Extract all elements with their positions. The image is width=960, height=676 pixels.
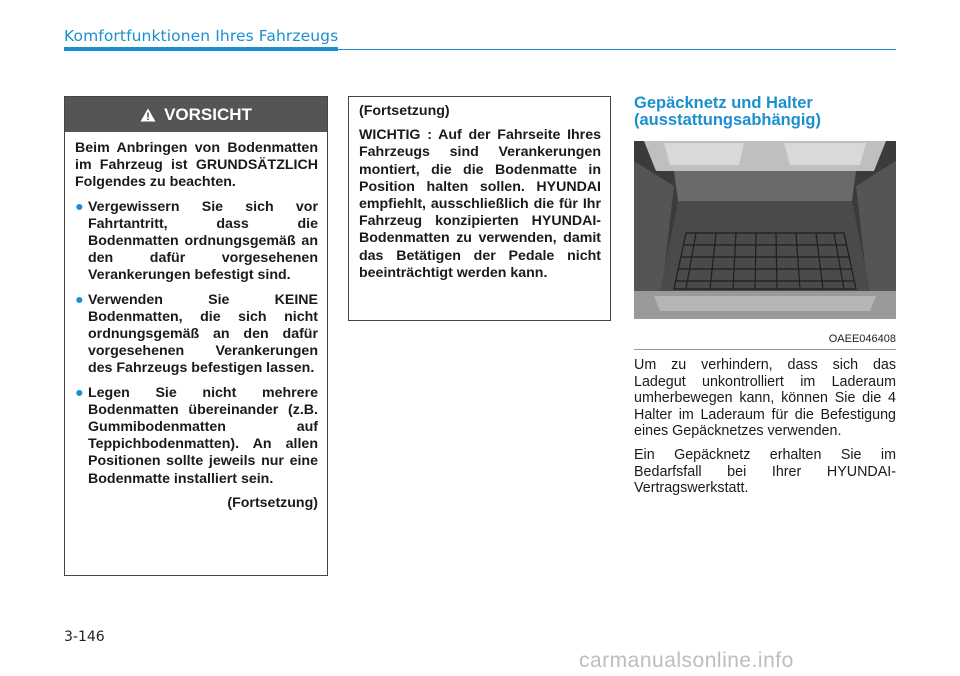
caution-bullet	[75, 385, 318, 488]
cargo-net-photo	[634, 141, 896, 319]
cargo-area-illustration	[634, 141, 896, 319]
bullet-dot-icon: ●	[75, 198, 84, 215]
watermark: carmanualsonline.info	[579, 649, 794, 672]
chapter-title-bar	[64, 47, 338, 51]
chapter-rule	[338, 49, 896, 50]
caution-header	[65, 97, 327, 132]
section-body	[634, 357, 896, 504]
caution-bullet	[75, 199, 318, 285]
warning-triangle-icon	[140, 108, 156, 122]
section-title: Gepäcknetz und Halter (ausstattungsabhängig)	[634, 94, 822, 129]
bullet-dot-icon: ●	[75, 291, 84, 308]
section-paragraph: Um zu verhindern, dass sich das Ladegut unkontrolliert im Laderaum umherbewegen kann, können Sie die 4 Halter im Laderaum für die Befestigung eines Gepäcknetzes verwenden.	[634, 357, 896, 440]
page-number: 3-146	[64, 629, 105, 645]
caution-bullet-text: Verwenden Sie KEINE Bodenmatten, die sich nicht ordnungsgemäß an den dafür vorgesehenen Verankerungen des Fahrzeugs befestigen lassen.	[88, 291, 318, 377]
continuation-text: WICHTIG : Auf der Fahrseite Ihres Fahrzeugs sind Verankerungen montiert, die die Bodenmatte in Position halten sollen. HYUNDAI empfiehlt, ausschließlich die für Ihr Fahrzeug konzipierten HYUNDAI-Bodenmatten zu verwenden, damit das Betätigen der Pedale nicht beeinträchtigt werden kann.	[359, 127, 601, 281]
caution-intro: Beim Anbringen von Bodenmatten im Fahrzeug ist GRUNDSÄTZLICH Folgendes zu beachten.	[75, 140, 318, 191]
caution-body	[65, 132, 327, 512]
continuation-box	[348, 96, 611, 321]
image-code: OAEE046408	[828, 333, 896, 345]
caution-heading: VORSICHT	[164, 104, 252, 124]
caution-box	[64, 96, 328, 576]
caution-bullet-text: Vergewissern Sie sich vor Fahrtantritt, dass die Bodenmatten ordnungsgemäß an den dafür vorgesehenen Verankerungen befestigt sind.	[88, 198, 318, 284]
caution-bullet-text: Legen Sie nicht mehrere Bodenmatten übereinander (z.B. Gummibodenmatten auf Teppichbodenmatten). An allen Positionen sollte jeweils nur eine Bodenmatte installiert sein.	[88, 384, 318, 487]
bullet-dot-icon: ●	[75, 384, 84, 401]
section-paragraph: Ein Gepäcknetz erhalten Sie im Bedarfsfall bei Ihrer HYUNDAI-Vertragswerkstatt.	[634, 446, 896, 497]
caution-bullet	[75, 292, 318, 378]
continuation-heading: (Fortsetzung)	[359, 103, 450, 119]
image-caption-rule	[634, 349, 896, 350]
caution-continued: (Fortsetzung)	[227, 494, 318, 511]
chapter-title: Komfortfunktionen Ihres Fahrzeugs	[64, 27, 339, 45]
